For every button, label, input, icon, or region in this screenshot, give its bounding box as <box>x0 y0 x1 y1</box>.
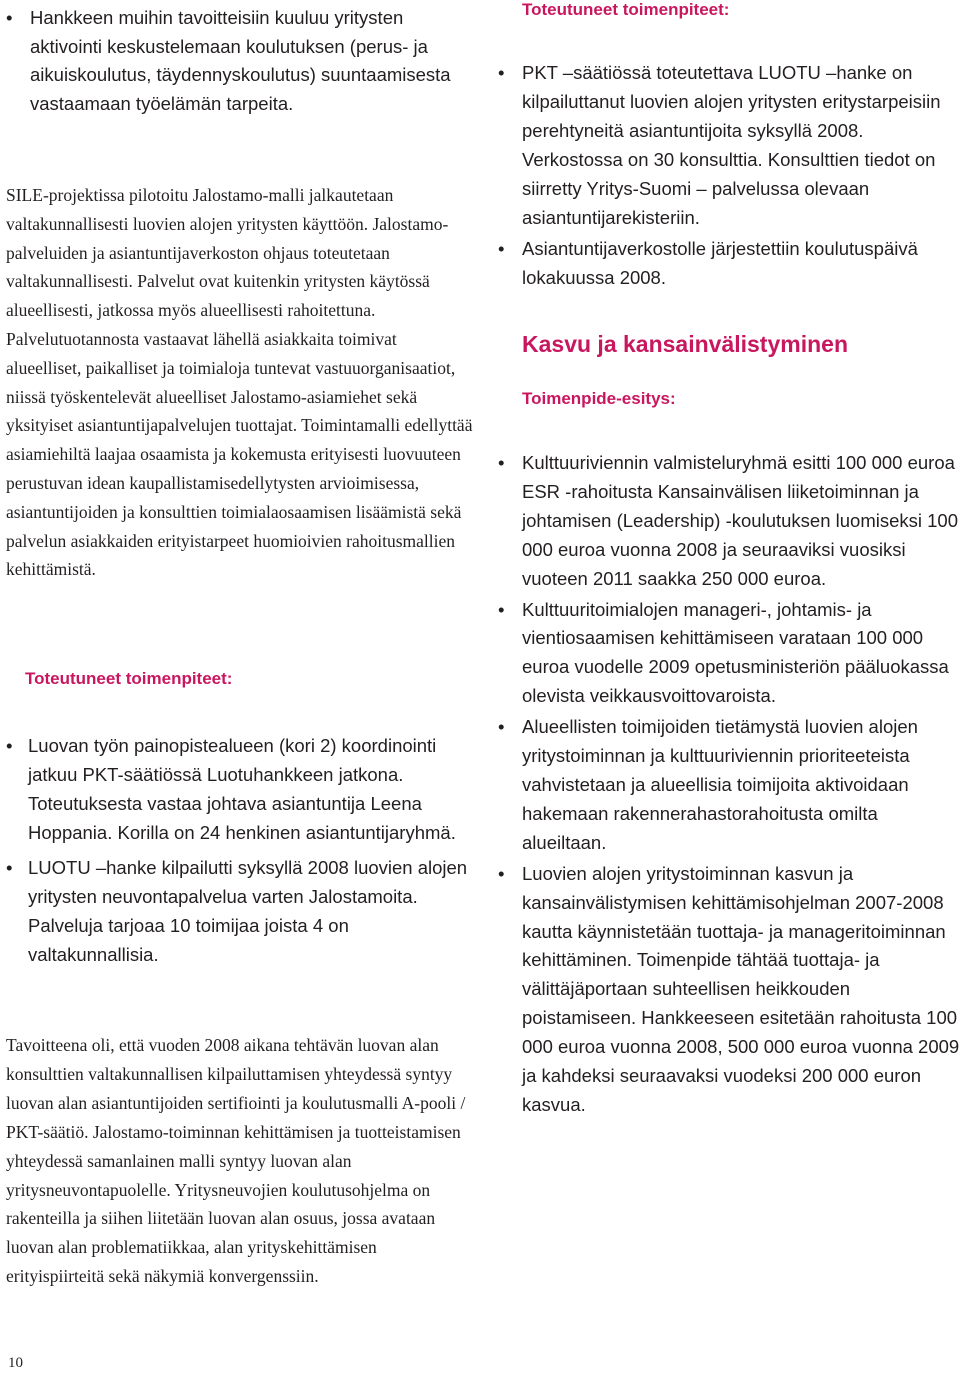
proposal-list <box>498 449 960 1122</box>
goal-paragraph: Tavoitteena oli, että vuoden 2008 aikana tehtävän luovan alan konsulttien valtakunnallisen kilpailuttamisen yhteydessä syntyy luovan alan asiantuntijoiden sertifiointi ja koulutusmalli A-pooli / PKT-säätiö. Jalostamo-toiminnan kehittämisen ja tuotteistamisen yhteydessä samanlainen malli syntyy luovan alan yritysneuvontapuolelle. Yritysneuvojien koulutusohjelma on rakenteilla ja siihen liitetään luovan alan osuus, jossa avataan luovan alan problematiikkaa, alan yrityskehittämisen erityispiirteitä sekä näkymiä konvergenssiin. <box>6 1035 466 1287</box>
list-item: • Asiantuntijaverkostolle järjestettiin koulutuspäivä lokakuussa 2008. <box>498 234 960 292</box>
list-item: • PKT –säätiössä toteutettava LUOTU –hanke on kilpailuttanut luovien alojen yritysten eritystarpeisiin perehtyneitä asiantuntijoita syksyllä 2008. Verkostossa on 30 konsulttia. Konsulttien tiedot on siirretty Yritys-Suomi – palvelussa olevaan asiantuntijarekisteriin. <box>498 58 960 232</box>
list-item: • LUOTU –hanke kilpailutti syksyllä 2008 luovien alojen yritysten neuvontapalvelua varten Jalostamoita. Palveluja tarjoaa 10 toimijaa joista 4 on valtakunnallisia. <box>6 853 476 969</box>
jalostamo-paragraph: SILE-projektissa pilotoitu Jalostamo-malli jalkautetaan valtakunnallisesti luovien alojen yritysten käyttöön. Jalostamo-palveluiden ja asiantuntijaverkoston ohjaus toteutetaan valtakunnallisesti. Palvelut ovat kuitenkin yritysten käytössä alueellisesti, jatkossa myös alueellisesti rahoitettuna. <box>6 185 449 321</box>
list-item: • Hankkeen muihin tavoitteisiin kuuluu yritysten aktivointi keskustelemaan koulutuksen (perus- ja aikuiskoulutus, täydennyskoulutus) suuntaamisesta vastaamaan työelämän tarpeita. <box>6 4 476 118</box>
section-title: Kasvu ja kansainvälistyminen <box>522 331 848 357</box>
implemented-measures-heading: Toteutuneet toimenpiteet: <box>25 669 233 688</box>
list-item: • Luovan työn painopistealueen (kori 2) koordinointi jatkuu PKT-säätiössä Luotuhankkeen jatkona. Toteutuksesta vastaa johtava asiantuntija Leena Hoppania. Korilla on 24 henkinen asiantuntijaryhmä. <box>6 731 476 847</box>
implemented-measures-list <box>498 58 960 294</box>
service-production-paragraph: Palvelutuotannosta vastaavat lähellä asiakkaita toimivat alueelliset, paikalliset ja toimialoja tuntevat vastuuorganisaatiot, niissä työskentelevät alueelliset Jalostamo-asiamiehet sekä yksityiset asiantuntijapalvelujen tuottajat. Toimintamalli edellyttää asiamiehiltä laajaa osaamista ja kokemusta erityisesti luovuuteen perustuvan idean kaupallistamisedellytysten arvioimisessa, asiantuntijoiden ja konsulttien toimialaosaamisen lisäämistä sekä palvelun asiakkaiden erityistarpeet huomioivien rahoitusmallien kehittämistä. <box>6 329 473 580</box>
intro-bullet-list <box>6 4 476 118</box>
list-item: • Alueellisten toimijoiden tietämystä luovien alojen yritystoiminnan ja kulttuuriviennin prioriteeteista vahvistetaan ja alueellisia toimijoita aktivoidaan hakemaan rakennerahastorahoitusta omilta alueiltaan. <box>498 713 960 858</box>
implemented-measures-list <box>6 731 476 975</box>
list-item: • Luovien alojen yritystoiminnan kasvun ja kansainvälistymisen kehittämisohjelman 2007-2008 kautta käynnistetään tuottaja- ja manageritoiminnan kehittäminen. Toimenpide tähtää tuottaja- ja välittäjäportaan suhteellisen heikkouden poistamiseen. Hankkeeseen esitetään rahoitusta 100 000 euroa vuonna 2008, 500 000 euroa vuonna 2009 ja kahdeksi seuraavaksi vuodeksi 200 000 euron kasvua. <box>498 860 960 1120</box>
list-item: • Kulttuuriviennin valmisteluryhmä esitti 100 000 euroa ESR -rahoitusta Kansainvälisen liiketoiminnan ja johtamisen (Leadership) -koulutuksen luomiseksi 100 000 euroa vuonna 2008 ja seuraaviksi vuosiksi vuoteen 2011 saakka 250 000 euroa. <box>498 449 960 594</box>
page-number: 10 <box>8 1355 23 1371</box>
implemented-measures-heading: Toteutuneet toimenpiteet: <box>522 0 730 19</box>
list-item: • Kulttuuritoimialojen manageri-, johtamis- ja vientiosaamisen kehittämiseen varataan 100 000 euroa vuodelle 2009 opetusministeriön pääluokassa olevista veikkausvoittovaroista. <box>498 596 960 712</box>
proposal-heading: Toimenpide-esitys: <box>522 389 676 408</box>
